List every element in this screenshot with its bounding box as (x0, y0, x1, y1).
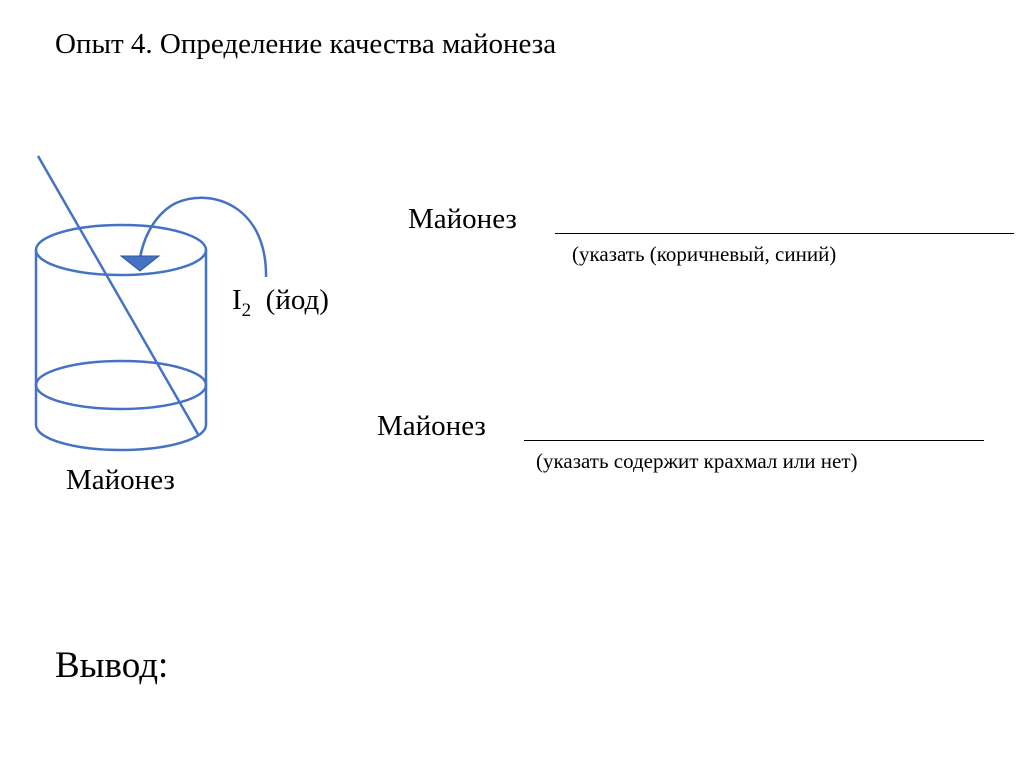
reagent-label (232, 284, 329, 322)
reagent-subscript: 2 (241, 299, 252, 321)
conclusion-label: Вывод: (55, 645, 169, 686)
jar-label: Майонез (66, 464, 175, 496)
jar-top-ellipse (36, 225, 206, 275)
color-answer-line[interactable] (555, 233, 1014, 234)
jar-bottom-curve (36, 425, 206, 450)
starch-field-label: Майонез (377, 410, 486, 442)
color-field-hint: (указать (коричневый, синий) (572, 242, 837, 266)
starch-answer-line[interactable] (524, 440, 984, 441)
color-field-label: Майонез (408, 203, 517, 235)
stirring-rod (38, 156, 199, 436)
reagent-name: (йод) (265, 284, 329, 316)
starch-field-hint: (указать содержит крахмал или нет) (536, 449, 858, 473)
arrow-head-icon (121, 256, 159, 271)
jar-outline (36, 225, 206, 450)
page-title: Опыт 4. Определение качества майонеза (55, 28, 557, 60)
iodine-pour-arrow (140, 198, 266, 277)
reagent-symbol: I (232, 284, 242, 316)
